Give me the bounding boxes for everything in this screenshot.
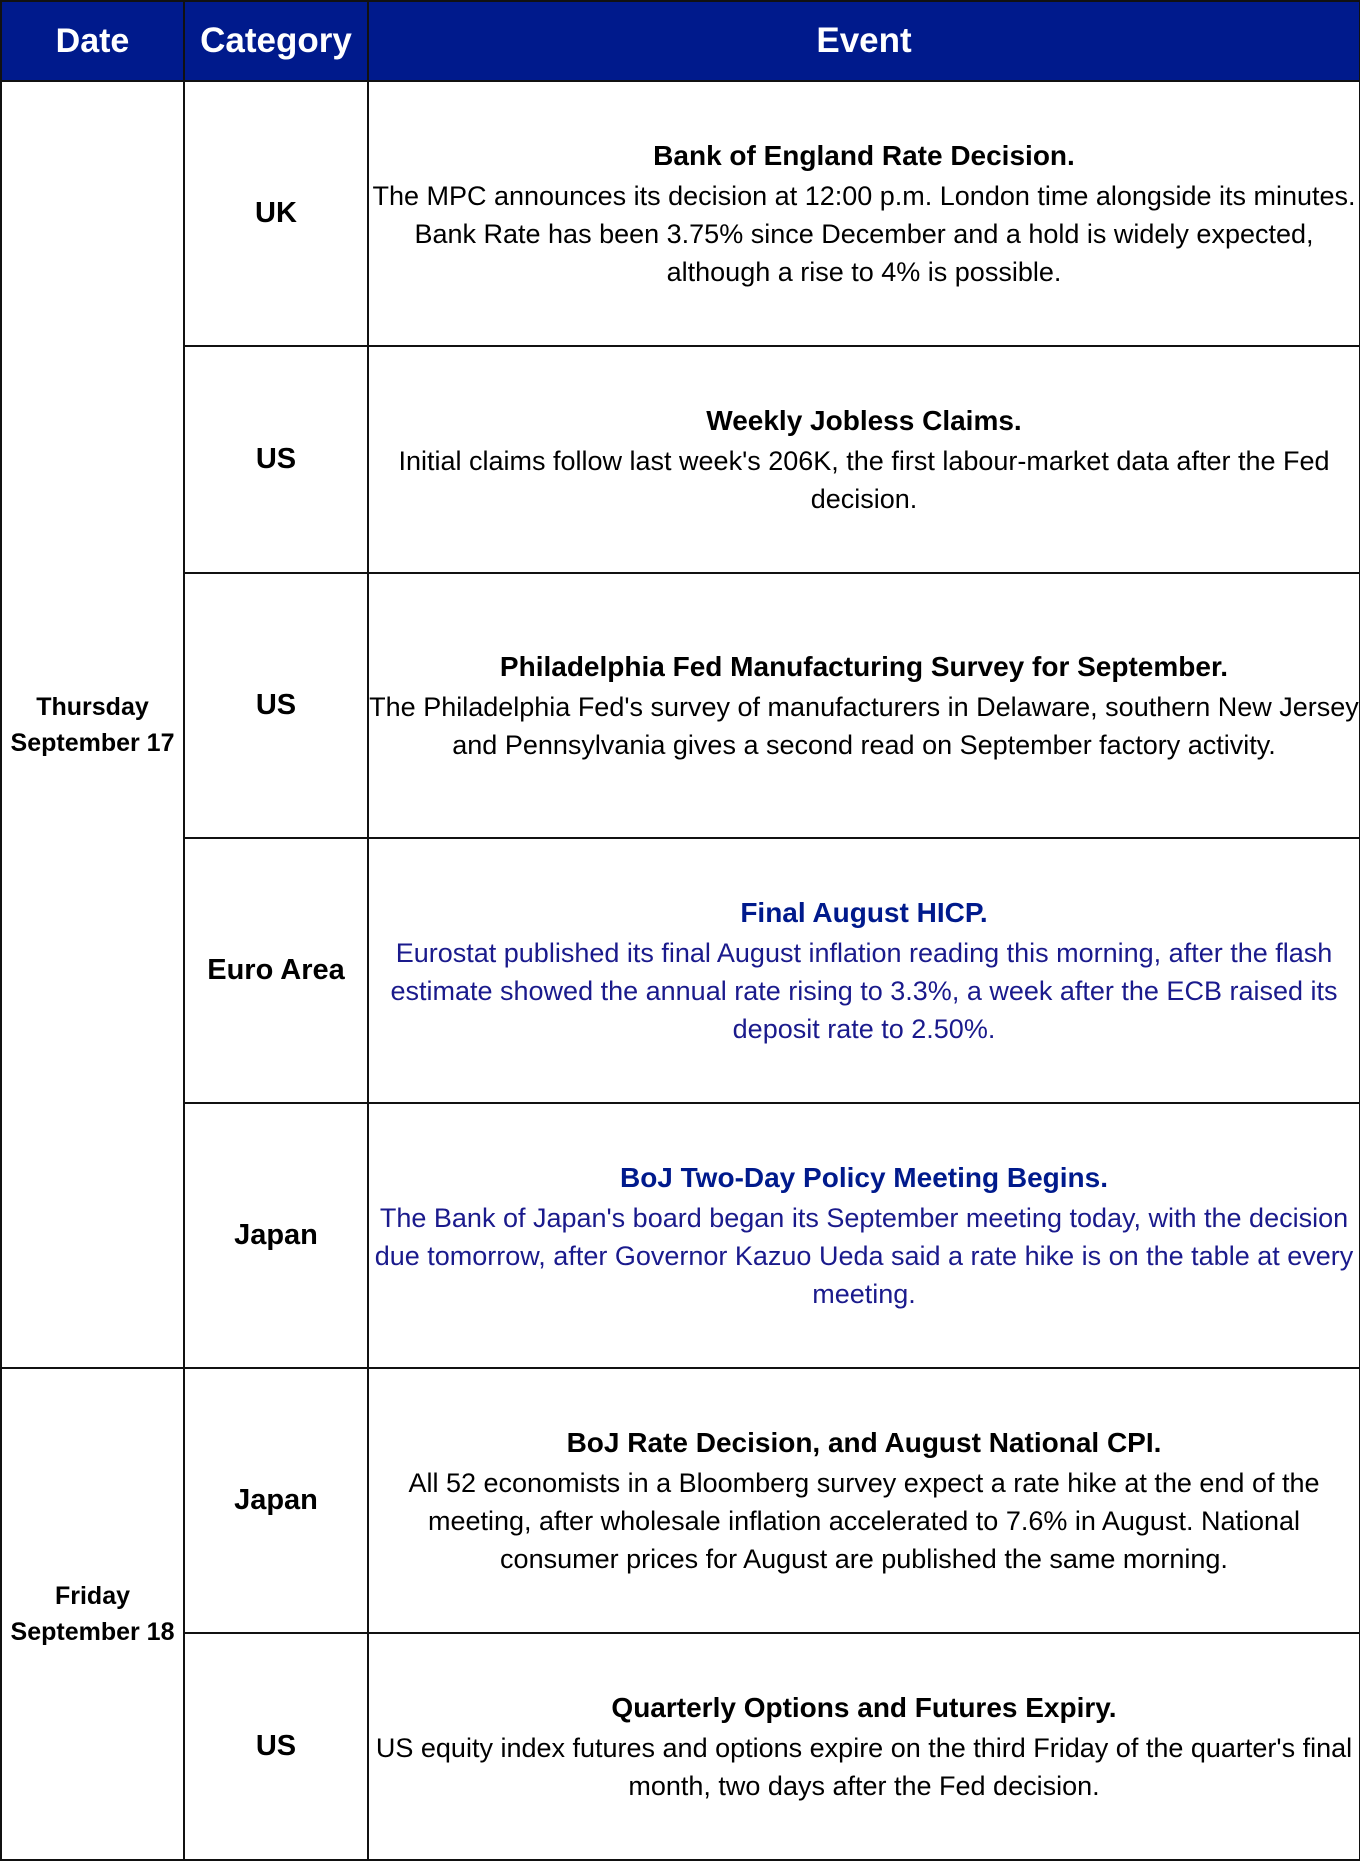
- event-title: BoJ Two-Day Policy Meeting Begins.: [619, 1161, 1108, 1193]
- event-cell-highlighted: [368, 838, 1360, 1103]
- header-event: Event: [368, 1, 1360, 81]
- category-cell: US: [184, 346, 368, 573]
- date-cell-friday: [1, 1368, 184, 1860]
- event-cell: [368, 346, 1360, 573]
- event-cell: [368, 573, 1360, 838]
- category-cell: Euro Area: [184, 838, 368, 1103]
- category-cell: US: [184, 573, 368, 838]
- event-description: Initial claims follow last week's 206K, the first labour-market data after the Fed decision.: [398, 445, 1330, 514]
- event-title: Bank of England Rate Decision.: [653, 139, 1075, 171]
- event-title: Quarterly Options and Futures Expiry.: [611, 1691, 1117, 1723]
- event-description: Eurostat published its final August inflation reading this morning, after the flash estimate showed the annual rate rising to 3.3%, a week after the ECB raised its deposit rate to 2.50%.: [390, 937, 1338, 1044]
- category-cell: Japan: [184, 1103, 368, 1368]
- category-cell: Japan: [184, 1368, 368, 1633]
- event-description: The MPC announces its decision at 12:00 p.m. London time alongside its minutes. Bank Rate has been 3.75% since December and a hold is widely expected, although a rise to 4% is possible.: [372, 180, 1356, 287]
- date-cell-thursday: [1, 81, 184, 1368]
- event-cell: [368, 1368, 1360, 1633]
- table-row: [1, 838, 1360, 1103]
- event-title: Philadelphia Fed Manufacturing Survey for September.: [499, 650, 1229, 682]
- header-row: [1, 1, 1360, 81]
- table-row: [1, 1368, 1360, 1633]
- table-row: [1, 1103, 1360, 1368]
- event-title: BoJ Rate Decision, and August National CPI.: [566, 1426, 1162, 1458]
- date-day: September 18: [10, 1618, 175, 1646]
- table-row: [1, 573, 1360, 838]
- event-title: Final August HICP.: [740, 896, 988, 928]
- event-description: US equity index futures and options expire on the third Friday of the quarter's final month, two days after the Fed decision.: [375, 1732, 1353, 1801]
- date-weekday: Thursday: [36, 692, 149, 721]
- table-row: [1, 81, 1360, 346]
- header-date: Date: [1, 1, 184, 81]
- date-weekday: Friday: [54, 1582, 131, 1610]
- event-cell-highlighted: [368, 1103, 1360, 1368]
- event-description: The Philadelphia Fed's survey of manufacturers in Delaware, southern New Jersey and Pennsylvania gives a second read on September factory activity.: [369, 691, 1359, 760]
- event-description: The Bank of Japan's board began its September meeting today, with the decision due tomorrow, after Governor Kazuo Ueda said a rate hike is on the table at every meeting.: [374, 1202, 1354, 1309]
- category-cell: US: [184, 1633, 368, 1860]
- date-day: September 17: [10, 728, 175, 757]
- event-cell: [368, 1633, 1360, 1860]
- event-description: All 52 economists in a Bloomberg survey expect a rate hike at the end of the meeting, after wholesale inflation accelerated to 7.6% in August. National consumer prices for August are published the same morning.: [408, 1467, 1320, 1574]
- event-cell: [368, 81, 1360, 346]
- table-row: [1, 1633, 1360, 1860]
- table-row: [1, 346, 1360, 573]
- event-title: Weekly Jobless Claims.: [706, 404, 1022, 436]
- header-category: Category: [184, 1, 368, 81]
- category-cell: UK: [184, 81, 368, 346]
